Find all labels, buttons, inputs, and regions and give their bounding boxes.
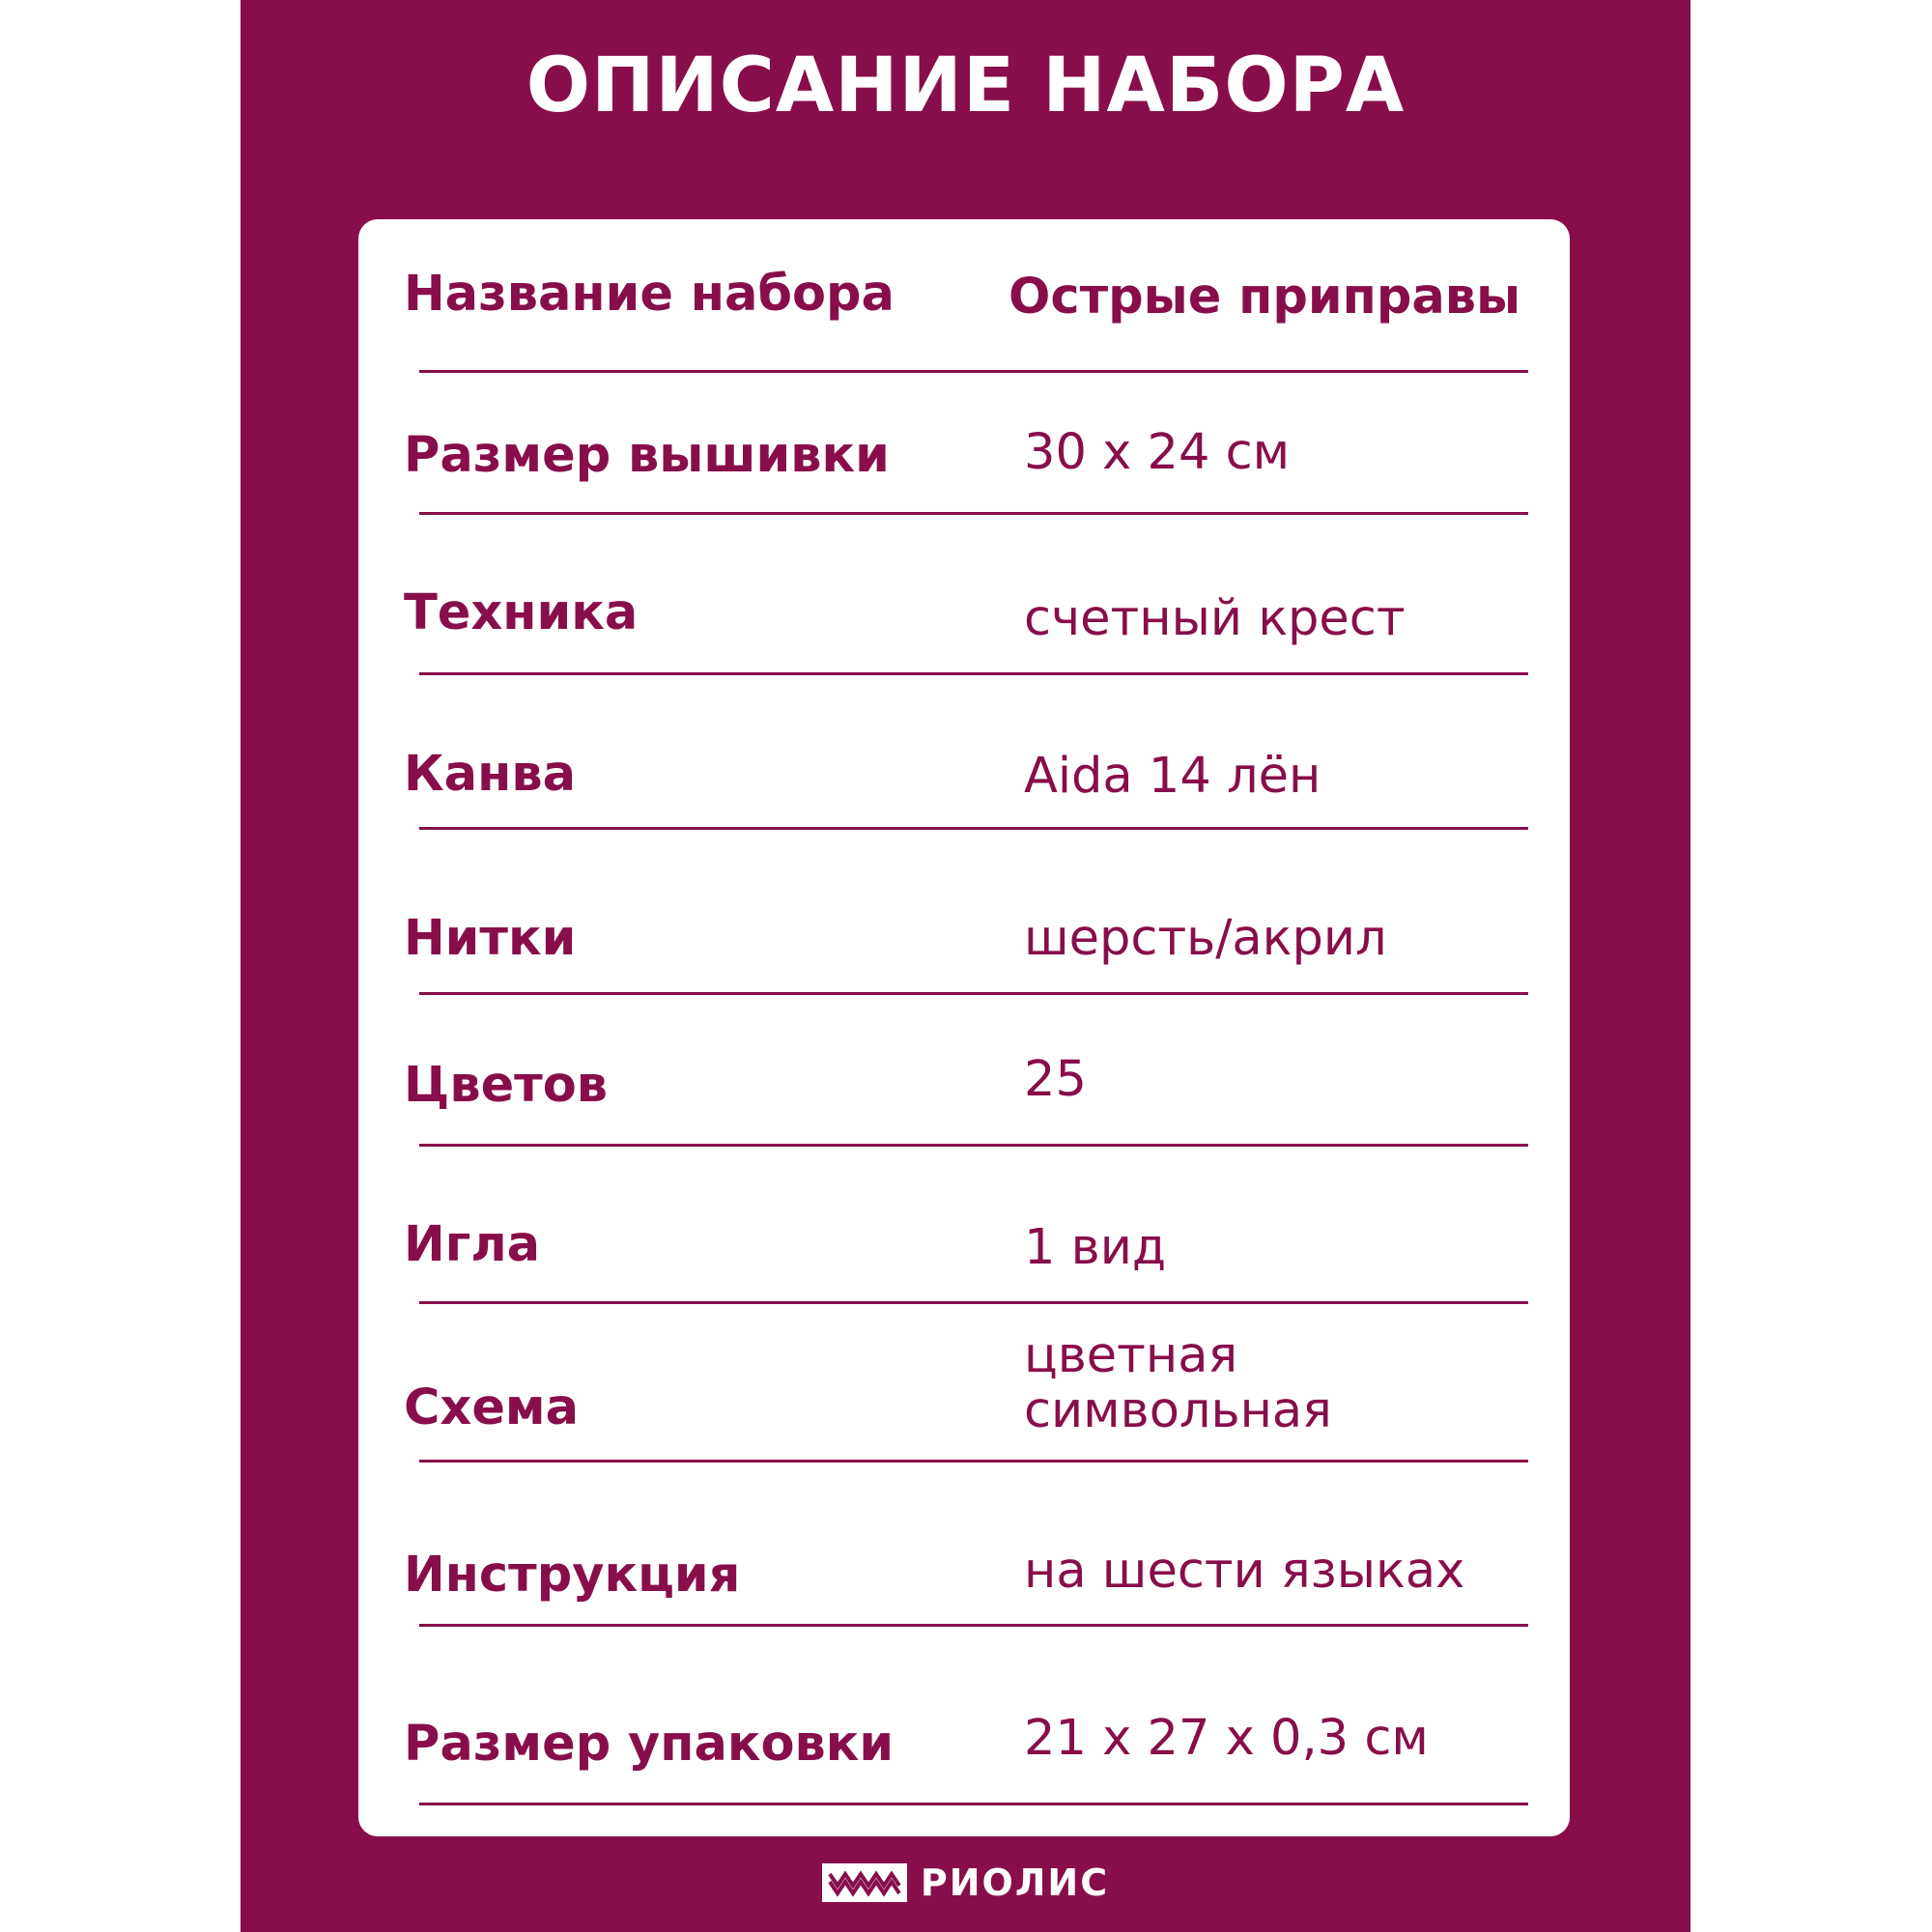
row-label: Нитки — [404, 910, 577, 967]
row-divider — [419, 512, 1528, 515]
row-value: шерсть/акрил — [1024, 910, 1387, 967]
poster-background — [241, 0, 1690, 1932]
row-divider — [419, 1460, 1528, 1463]
brand-name: РИОЛИС — [920, 1861, 1110, 1904]
row-divider — [419, 1624, 1528, 1627]
brand-footer — [241, 1861, 1690, 1904]
row-value: Острые приправы — [1009, 269, 1521, 326]
row-label: Канва — [404, 746, 577, 803]
row-label: Игла — [404, 1216, 541, 1273]
row-label: Размер упаковки — [404, 1716, 895, 1773]
row-divider — [419, 1144, 1528, 1147]
row-divider — [419, 1301, 1528, 1304]
row-value: счетный крест — [1024, 590, 1406, 647]
row-value: 21 х 27 х 0,3 см — [1024, 1710, 1429, 1767]
row-value-line: символьная — [1024, 1382, 1332, 1439]
row-label: Размер вышивки — [404, 427, 890, 484]
row-divider — [419, 672, 1528, 675]
row-label: Цветов — [404, 1057, 609, 1114]
row-divider — [419, 992, 1528, 995]
row-value: 1 вид — [1024, 1219, 1167, 1276]
row-value: на шести языках — [1024, 1543, 1465, 1600]
row-value-line: цветная — [1024, 1327, 1238, 1384]
page-title: ОПИСАНИЕ НАБОРА — [526, 43, 1406, 129]
row-value — [1024, 1328, 1507, 1438]
brand-logo-icon — [822, 1863, 907, 1902]
row-label: Инструкция — [404, 1547, 741, 1604]
row-value: 25 — [1024, 1051, 1087, 1108]
description-card — [358, 219, 1570, 1836]
row-value: Aida 14 лён — [1024, 748, 1321, 805]
row-label: Схема — [404, 1379, 580, 1436]
row-divider — [419, 827, 1528, 830]
row-divider — [419, 1803, 1528, 1805]
row-label: Название набора — [404, 266, 895, 323]
row-value: 30 х 24 см — [1024, 424, 1291, 481]
row-label: Техника — [404, 584, 639, 641]
row-divider — [419, 370, 1528, 373]
